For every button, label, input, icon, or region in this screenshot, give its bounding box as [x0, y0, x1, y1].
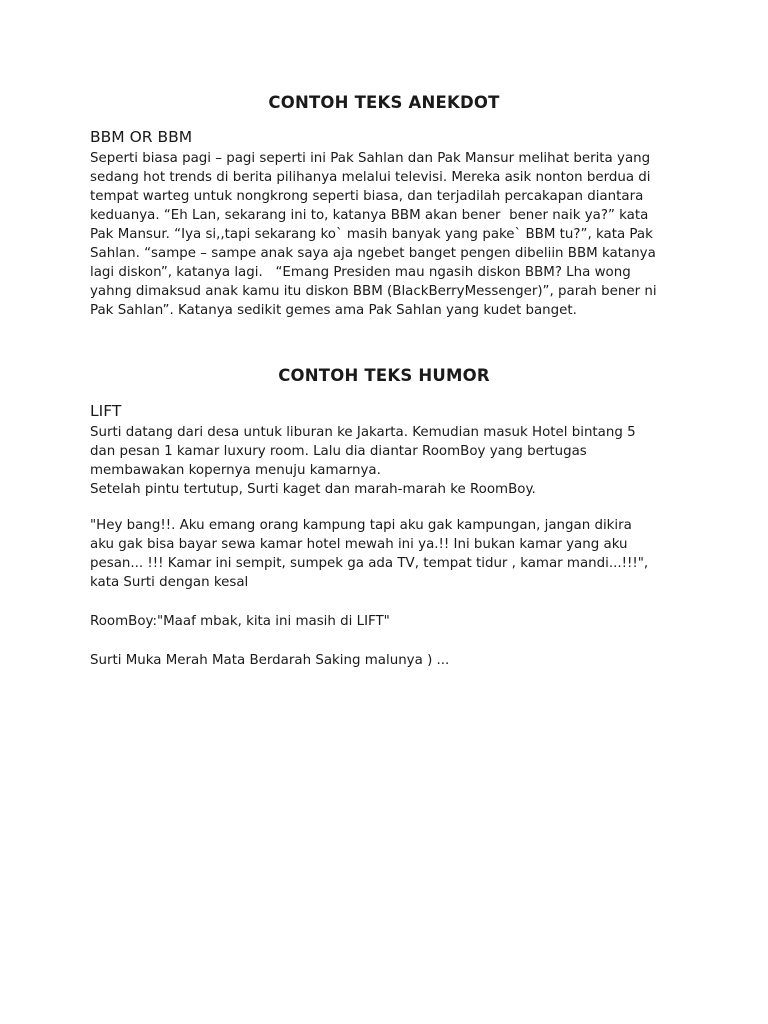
section-subtitle-lift: LIFT	[90, 402, 122, 420]
text-line: Pak Sahlan”. Katanya sedikit gemes ama Pak Sahlan yang kudet banget.	[90, 303, 577, 318]
text-line: aku gak bisa bayar sewa kamar hotel mewah ini ya.!! Ini bukan kamar yang aku	[90, 537, 628, 552]
text-line: "Hey bang!!. Aku emang orang kampung tapi aku gak kampungan, jangan dikira	[90, 518, 632, 533]
section-subtitle-bbm: BBM OR BBM	[90, 128, 193, 146]
paragraph-humor-2	[90, 516, 690, 592]
text-line: membawakan kopernya menuju kamarnya.	[90, 463, 381, 478]
text-line: kata Surti dengan kesal	[90, 575, 249, 590]
text-line: keduanya. “Eh Lan, sekarang ini to, katanya BBM akan bener bener naik ya?” kata	[90, 208, 649, 223]
text-line: lagi diskon”, katanya lagi. “Emang Presiden mau ngasih diskon BBM? Lha wong	[90, 265, 631, 280]
text-line: Surti datang dari desa untuk liburan ke Jakarta. Kemudian masuk Hotel bintang 5	[90, 425, 636, 440]
text-line: Seperti biasa pagi – pagi seperti ini Pak Sahlan dan Pak Mansur melihat berita yang	[90, 151, 651, 166]
text-line: sedang hot trends di berita pilihanya melalui televisi. Mereka asik nonton berdua di	[90, 170, 651, 185]
text-line: Sahlan. “sampe – sampe anak saya aja ngebet banget pengen dibeliin BBM katanya	[90, 246, 656, 261]
paragraph-humor-1	[90, 423, 690, 499]
text-line: tempat warteg untuk nongkrong seperti biasa, dan terjadilah percakapan diantara	[90, 189, 644, 204]
section-title-anekdot: CONTOH TEKS ANEKDOT	[268, 93, 500, 112]
text-line: Setelah pintu tertutup, Surti kaget dan marah-marah ke RoomBoy.	[90, 482, 536, 497]
text-line: RoomBoy:"Maaf mbak, kita ini masih di LIFT"	[90, 614, 390, 629]
text-line: Surti Muka Merah Mata Berdarah Saking malunya ) ...	[90, 653, 450, 668]
paragraph-humor-3	[90, 612, 690, 631]
paragraph-anekdot	[90, 149, 690, 320]
text-line: yahng dimaksud anak kamu itu diskon BBM (BlackBerryMessenger)”, parah bener ni	[90, 284, 657, 299]
paragraph-humor-4	[90, 651, 690, 670]
text-line: Pak Mansur. “Iya si,,tapi sekarang ko` masih banyak yang pake` BBM tu?”, kata Pak	[90, 227, 653, 242]
section-title-humor: CONTOH TEKS HUMOR	[278, 366, 490, 385]
text-line: dan pesan 1 kamar luxury room. Lalu dia diantar RoomBoy yang bertugas	[90, 444, 587, 459]
text-line: pesan... !!! Kamar ini sempit, sumpek ga ada TV, tempat tidur , kamar mandi...!!!",	[90, 556, 649, 571]
